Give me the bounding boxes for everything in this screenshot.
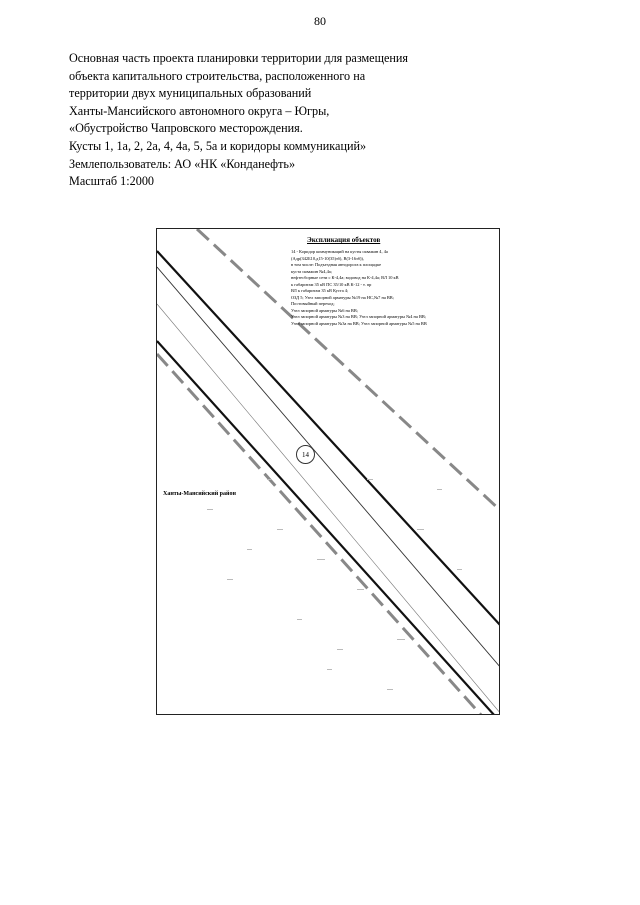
legend-line: 14 - Коридор коммуникаций на кусты скважин 4, 4а: [291, 249, 388, 254]
legend-title: Экспликация объектов: [307, 236, 381, 244]
header-line: «Обустройство Чапровского месторождения.: [69, 121, 303, 136]
legend-line: Постовыйный переход;: [291, 301, 335, 306]
header-line: территории двух муниципальных образований: [69, 86, 312, 101]
legend-line: в том числе: Подъездная автодорога к площадке: [291, 262, 382, 267]
boundary-dashed-lower: [157, 354, 482, 715]
object-number-marker: 14: [296, 445, 315, 464]
corridor-axis: [157, 267, 500, 668]
header-line: Основная часть проекта планировки территории для размещения: [69, 51, 409, 65]
planning-map: [156, 228, 500, 715]
legend-line: ОЗД 5; Узел запорной арматуры №19 на НС,№7 на ВВ;: [291, 294, 394, 300]
legend-line: (Адр(З42Б10,д15-10(35)зб), В(3-16зб)),: [291, 255, 364, 261]
header-line: Землепользователь: АО «НК «Конданефть»: [69, 156, 296, 171]
road-edge-lower: [157, 341, 495, 715]
legend-line: Узел запорной арматуры №3 на ВВ; Узел запорной арматуры №4 на ВВ;: [291, 314, 427, 319]
legend-line: ВЛ к габаритам 35 кВ Куста 4;: [291, 288, 349, 293]
terrain-marks: [207, 479, 462, 690]
legend-line: к габаритам 35 кВ ПС 35/10 кВ К-12 - т. пр: [291, 281, 372, 287]
page-number: 80: [314, 14, 326, 28]
header-line: Ханты-Мансийского автономного округа – Югры,: [69, 103, 330, 118]
legend: [291, 249, 496, 327]
legend-line: нефтесборные сети с К-4,4а; водовод на К-4,4а; ВЛ 10 кВ: [291, 275, 399, 280]
header-line: объекта капитального строительства, расположенного на: [69, 68, 366, 83]
district-label: Ханты-Мансийский район: [163, 491, 236, 497]
legend-line: Узел запорной арматуры №6 на ВВ;: [291, 307, 358, 313]
legend-line: Узел запорной арматуры №3а на ВВ; Узел запорной арматуры №5 на ВВ: [291, 320, 427, 326]
legend-line: куста скважин №4,4а;: [291, 268, 332, 274]
header-line: Масштаб 1:2000: [69, 174, 155, 189]
header-line: Кусты 1, 1а, 2, 2а, 4, 4а, 5, 5а и коридоры коммуникаций»: [69, 138, 367, 153]
document-header: [69, 50, 549, 191]
